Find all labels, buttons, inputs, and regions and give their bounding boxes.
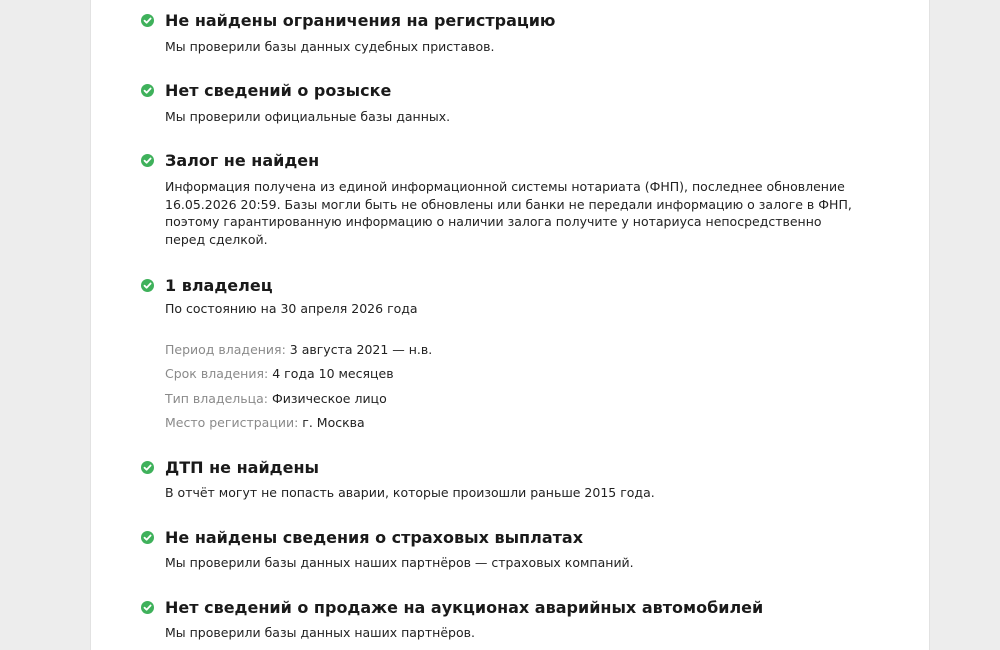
check-icon [141, 461, 154, 474]
section-description: В отчёт могут не попасть аварии, которые произошли раньше 2015 года. [165, 485, 655, 500]
owner-registration-label: Место регистрации: [165, 415, 299, 430]
section-description: Мы проверили официальные базы данных. [165, 109, 451, 124]
owner-registration-row [165, 414, 365, 431]
check-icon [141, 279, 154, 292]
owner-period-label: Период владения: [165, 342, 286, 357]
check-icon [141, 154, 154, 167]
check-icon [141, 84, 154, 97]
owner-duration-value: 4 года 10 месяцев [272, 366, 394, 381]
check-icon [141, 531, 154, 544]
section-title: 1 владелец [165, 276, 273, 295]
section-title: Залог не найден [165, 151, 320, 170]
section-title: ДТП не найдены [165, 458, 319, 477]
section-description: Мы проверили базы данных наших партнёров — страховых компаний. [165, 555, 634, 570]
owner-type-value: Физическое лицо [271, 391, 387, 406]
section-description: Мы проверили базы данных наших партнёров. [165, 625, 475, 640]
report-card [90, 0, 930, 650]
owner-duration-row [165, 365, 394, 382]
check-icon [141, 601, 154, 614]
check-icon [141, 14, 154, 27]
section-description: По состоянию на 30 апреля 2026 года [165, 301, 418, 316]
section-title: Не найдены ограничения на регистрацию [165, 11, 556, 30]
section-description: Информация получена из единой информационной системы нотариата (ФНП), последнее обновление 16.05.2026 20:59. Базы могли быть не обновлены или банки не передали информацию о залоге в ФНП, поэтому гарантированную информацию о наличии залога получите у нотариуса непосредственно перед сделкой. [165, 179, 852, 247]
owner-period-row [165, 341, 432, 358]
section-title: Нет сведений о розыске [165, 81, 392, 100]
owner-registration-value: г. Москва [302, 415, 365, 430]
section-title: Нет сведений о продаже на аукционах аварийных автомобилей [165, 598, 764, 617]
section-title: Не найдены сведения о страховых выплатах [165, 528, 584, 547]
owner-duration-label: Срок владения: [165, 366, 269, 381]
owner-type-label: Тип владельца: [165, 391, 268, 406]
section-description: Мы проверили базы данных судебных приставов. [165, 39, 495, 54]
owner-type-row [165, 390, 387, 407]
owner-period-value: 3 августа 2021 — н.в. [289, 342, 433, 357]
